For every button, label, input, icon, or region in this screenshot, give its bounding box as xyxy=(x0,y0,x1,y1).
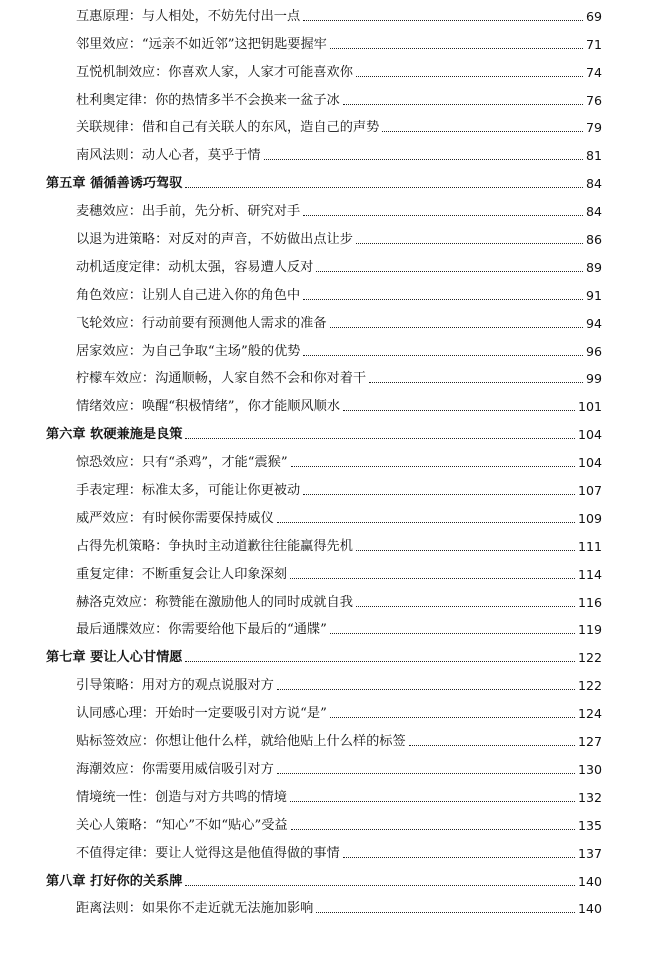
dot-leader xyxy=(290,578,575,579)
dot-leader xyxy=(343,410,575,411)
toc-page-number: 119 xyxy=(577,622,602,638)
toc-entry-title: 麦穗效应：出手前，先分析、研究对手 xyxy=(76,204,301,220)
toc-chapter-entry[interactable] xyxy=(46,418,602,446)
toc-page-number: 124 xyxy=(577,706,602,722)
toc-section-entry[interactable] xyxy=(46,781,602,809)
dot-leader xyxy=(303,355,582,356)
dot-leader xyxy=(185,885,574,886)
toc-entry-title: 以退为进策略：对反对的声音，不妨做出点让步 xyxy=(76,232,353,248)
toc-entry-title: 距离法则：如果你不走近就无法施加影响 xyxy=(76,901,314,917)
toc-page-number: 74 xyxy=(585,64,602,80)
toc-section-entry[interactable] xyxy=(46,893,602,921)
toc-section-entry[interactable] xyxy=(46,809,602,837)
toc-page-number: 79 xyxy=(585,120,602,136)
toc-section-entry[interactable] xyxy=(46,251,602,279)
toc-section-entry[interactable] xyxy=(46,139,602,167)
dot-leader xyxy=(343,104,583,105)
toc-section-entry[interactable] xyxy=(46,614,602,642)
toc-section-entry[interactable] xyxy=(46,0,602,28)
toc-entry-title: 情境统一性：创造与对方共鸣的情境 xyxy=(76,789,287,805)
dot-leader xyxy=(330,717,575,718)
toc-page-number: 104 xyxy=(577,455,602,471)
toc-chapter-entry[interactable] xyxy=(46,865,602,893)
toc-entry-title: 不值得定律：要让人觉得这是他值得做的事情 xyxy=(76,845,340,861)
dot-leader xyxy=(291,829,575,830)
toc-entry-title: 飞轮效应：行动前要有预测他人需求的准备 xyxy=(76,315,327,331)
toc-page-number: 71 xyxy=(585,36,602,52)
toc-section-entry[interactable] xyxy=(46,697,602,725)
dot-leader xyxy=(290,801,575,802)
toc-page-number: 116 xyxy=(577,594,602,610)
toc-page-number: 114 xyxy=(577,566,602,582)
dot-leader xyxy=(303,494,575,495)
dot-leader xyxy=(316,271,583,272)
dot-leader xyxy=(277,522,575,523)
toc-section-entry[interactable] xyxy=(46,753,602,781)
toc-page-number: 122 xyxy=(577,650,602,666)
toc-page-number: 84 xyxy=(585,204,602,220)
toc-entry-title: 手表定理：标准太多，可能让你更被动 xyxy=(76,483,301,499)
toc-section-entry[interactable] xyxy=(46,335,602,363)
toc-section-entry[interactable] xyxy=(46,474,602,502)
toc-section-entry[interactable] xyxy=(46,669,602,697)
toc-entry-title: 赫洛克效应：称赞能在激励他人的同时成就自我 xyxy=(76,594,353,610)
toc-page-number: 89 xyxy=(585,259,602,275)
toc-entry-title: 杜利奥定律：你的热情多半不会换来一盆子冰 xyxy=(76,92,340,108)
toc-section-entry[interactable] xyxy=(46,363,602,391)
toc-chapter-entry[interactable] xyxy=(46,641,602,669)
toc-page-number: 135 xyxy=(577,817,602,833)
dot-leader xyxy=(277,689,575,690)
toc-page-number: 127 xyxy=(577,734,602,750)
toc-entry-title: 动机适度定律：动机太强，容易遭人反对 xyxy=(76,259,314,275)
dot-leader xyxy=(303,215,583,216)
dot-leader xyxy=(277,773,575,774)
toc-section-entry[interactable] xyxy=(46,725,602,753)
dot-leader xyxy=(316,912,575,913)
toc-entry-title: 柠檬车效应：沟通顺畅，人家自然不会和你对着干 xyxy=(76,371,367,387)
dot-leader xyxy=(356,550,575,551)
dot-leader xyxy=(356,606,575,607)
toc-chapter-entry[interactable] xyxy=(46,167,602,195)
toc-section-entry[interactable] xyxy=(46,56,602,84)
dot-leader xyxy=(185,661,574,662)
dot-leader xyxy=(330,48,583,49)
dot-leader xyxy=(356,243,583,244)
dot-leader xyxy=(369,382,583,383)
toc-page-number: 91 xyxy=(585,287,602,303)
toc-page-number: 104 xyxy=(577,427,602,443)
toc-page-number: 99 xyxy=(585,371,602,387)
toc-page-number: 111 xyxy=(577,538,602,554)
toc-page-number: 94 xyxy=(585,315,602,331)
toc-entry-title: 南风法则：动人心者，莫乎于情 xyxy=(76,148,261,164)
dot-leader xyxy=(330,327,583,328)
toc-entry-title: 最后通牒效应：你需要给他下最后的“通牒” xyxy=(76,622,327,638)
toc-entry-title: 惊恐效应：只有“杀鸡”，才能“震猴” xyxy=(76,455,288,471)
toc-section-entry[interactable] xyxy=(46,586,602,614)
toc-page-number: 132 xyxy=(577,789,602,805)
toc-entry-title: 威严效应：有时候你需要保持威仪 xyxy=(76,510,274,526)
toc-page-number: 76 xyxy=(585,92,602,108)
toc-entry-title: 重复定律：不断重复会让人印象深刻 xyxy=(76,566,287,582)
toc-page-number: 101 xyxy=(577,399,602,415)
toc-section-entry[interactable] xyxy=(46,112,602,140)
toc-page-number: 140 xyxy=(577,901,602,917)
toc-entry-title: 互惠原理：与人相处，不妨先付出一点 xyxy=(76,8,301,24)
toc-entry-title: 认同感心理：开始时一定要吸引对方说“是” xyxy=(76,706,327,722)
toc-entry-title: 情绪效应：唤醒“积极情绪”，你才能顺风顺水 xyxy=(76,399,341,415)
toc-section-entry[interactable] xyxy=(46,84,602,112)
toc-page-number: 69 xyxy=(585,8,602,24)
toc-section-entry[interactable] xyxy=(46,390,602,418)
toc-section-entry[interactable] xyxy=(46,502,602,530)
toc-section-entry[interactable] xyxy=(46,28,602,56)
toc-page-number: 81 xyxy=(585,148,602,164)
dot-leader xyxy=(409,745,575,746)
dot-leader xyxy=(382,131,583,132)
toc-entry-title: 邻里效应：“远亲不如近邻”这把钥匙要握牢 xyxy=(76,36,327,52)
toc-page-number: 140 xyxy=(577,873,602,889)
dot-leader xyxy=(330,633,575,634)
table-of-contents xyxy=(46,0,602,920)
toc-entry-title: 海潮效应：你需要用威信吸引对方 xyxy=(76,761,274,777)
dot-leader xyxy=(185,438,574,439)
toc-entry-title: 第六章 软硬兼施是良策 xyxy=(46,427,183,443)
toc-section-entry[interactable] xyxy=(46,307,602,335)
toc-section-entry[interactable] xyxy=(46,446,602,474)
toc-section-entry[interactable] xyxy=(46,837,602,865)
dot-leader xyxy=(303,20,583,21)
toc-entry-title: 角色效应：让别人自己进入你的角色中 xyxy=(76,287,301,303)
toc-section-entry[interactable] xyxy=(46,530,602,558)
toc-page-number: 107 xyxy=(577,483,602,499)
toc-page-number: 137 xyxy=(577,845,602,861)
toc-entry-title: 贴标签效应：你想让他什么样，就给他贴上什么样的标签 xyxy=(76,734,406,750)
toc-section-entry[interactable] xyxy=(46,279,602,307)
dot-leader xyxy=(264,159,583,160)
dot-leader xyxy=(356,76,583,77)
toc-entry-title: 第七章 要让人心甘情愿 xyxy=(46,650,183,666)
toc-page-number: 84 xyxy=(585,176,602,192)
toc-entry-title: 占得先机策略：争执时主动道歉往往能赢得先机 xyxy=(76,538,353,554)
toc-entry-title: 关联规律：借和自己有关联人的东风，造自己的声势 xyxy=(76,120,380,136)
toc-entry-title: 第八章 打好你的关系牌 xyxy=(46,873,183,889)
dot-leader xyxy=(343,857,575,858)
toc-entry-title: 第五章 循循善诱巧驾驭 xyxy=(46,176,183,192)
toc-entry-title: 居家效应：为自己争取“主场”般的优势 xyxy=(76,343,301,359)
toc-page-number: 96 xyxy=(585,343,602,359)
toc-entry-title: 关心人策略：“知心”不如“贴心”受益 xyxy=(76,817,288,833)
toc-entry-title: 互悦机制效应：你喜欢人家，人家才可能喜欢你 xyxy=(76,64,353,80)
toc-page-number: 122 xyxy=(577,678,602,694)
toc-section-entry[interactable] xyxy=(46,223,602,251)
toc-section-entry[interactable] xyxy=(46,195,602,223)
dot-leader xyxy=(291,466,575,467)
dot-leader xyxy=(303,299,583,300)
dot-leader xyxy=(185,187,583,188)
toc-page-number: 86 xyxy=(585,232,602,248)
toc-page-number: 130 xyxy=(577,761,602,777)
toc-page-number: 109 xyxy=(577,510,602,526)
toc-entry-title: 引导策略：用对方的观点说服对方 xyxy=(76,678,274,694)
toc-section-entry[interactable] xyxy=(46,558,602,586)
